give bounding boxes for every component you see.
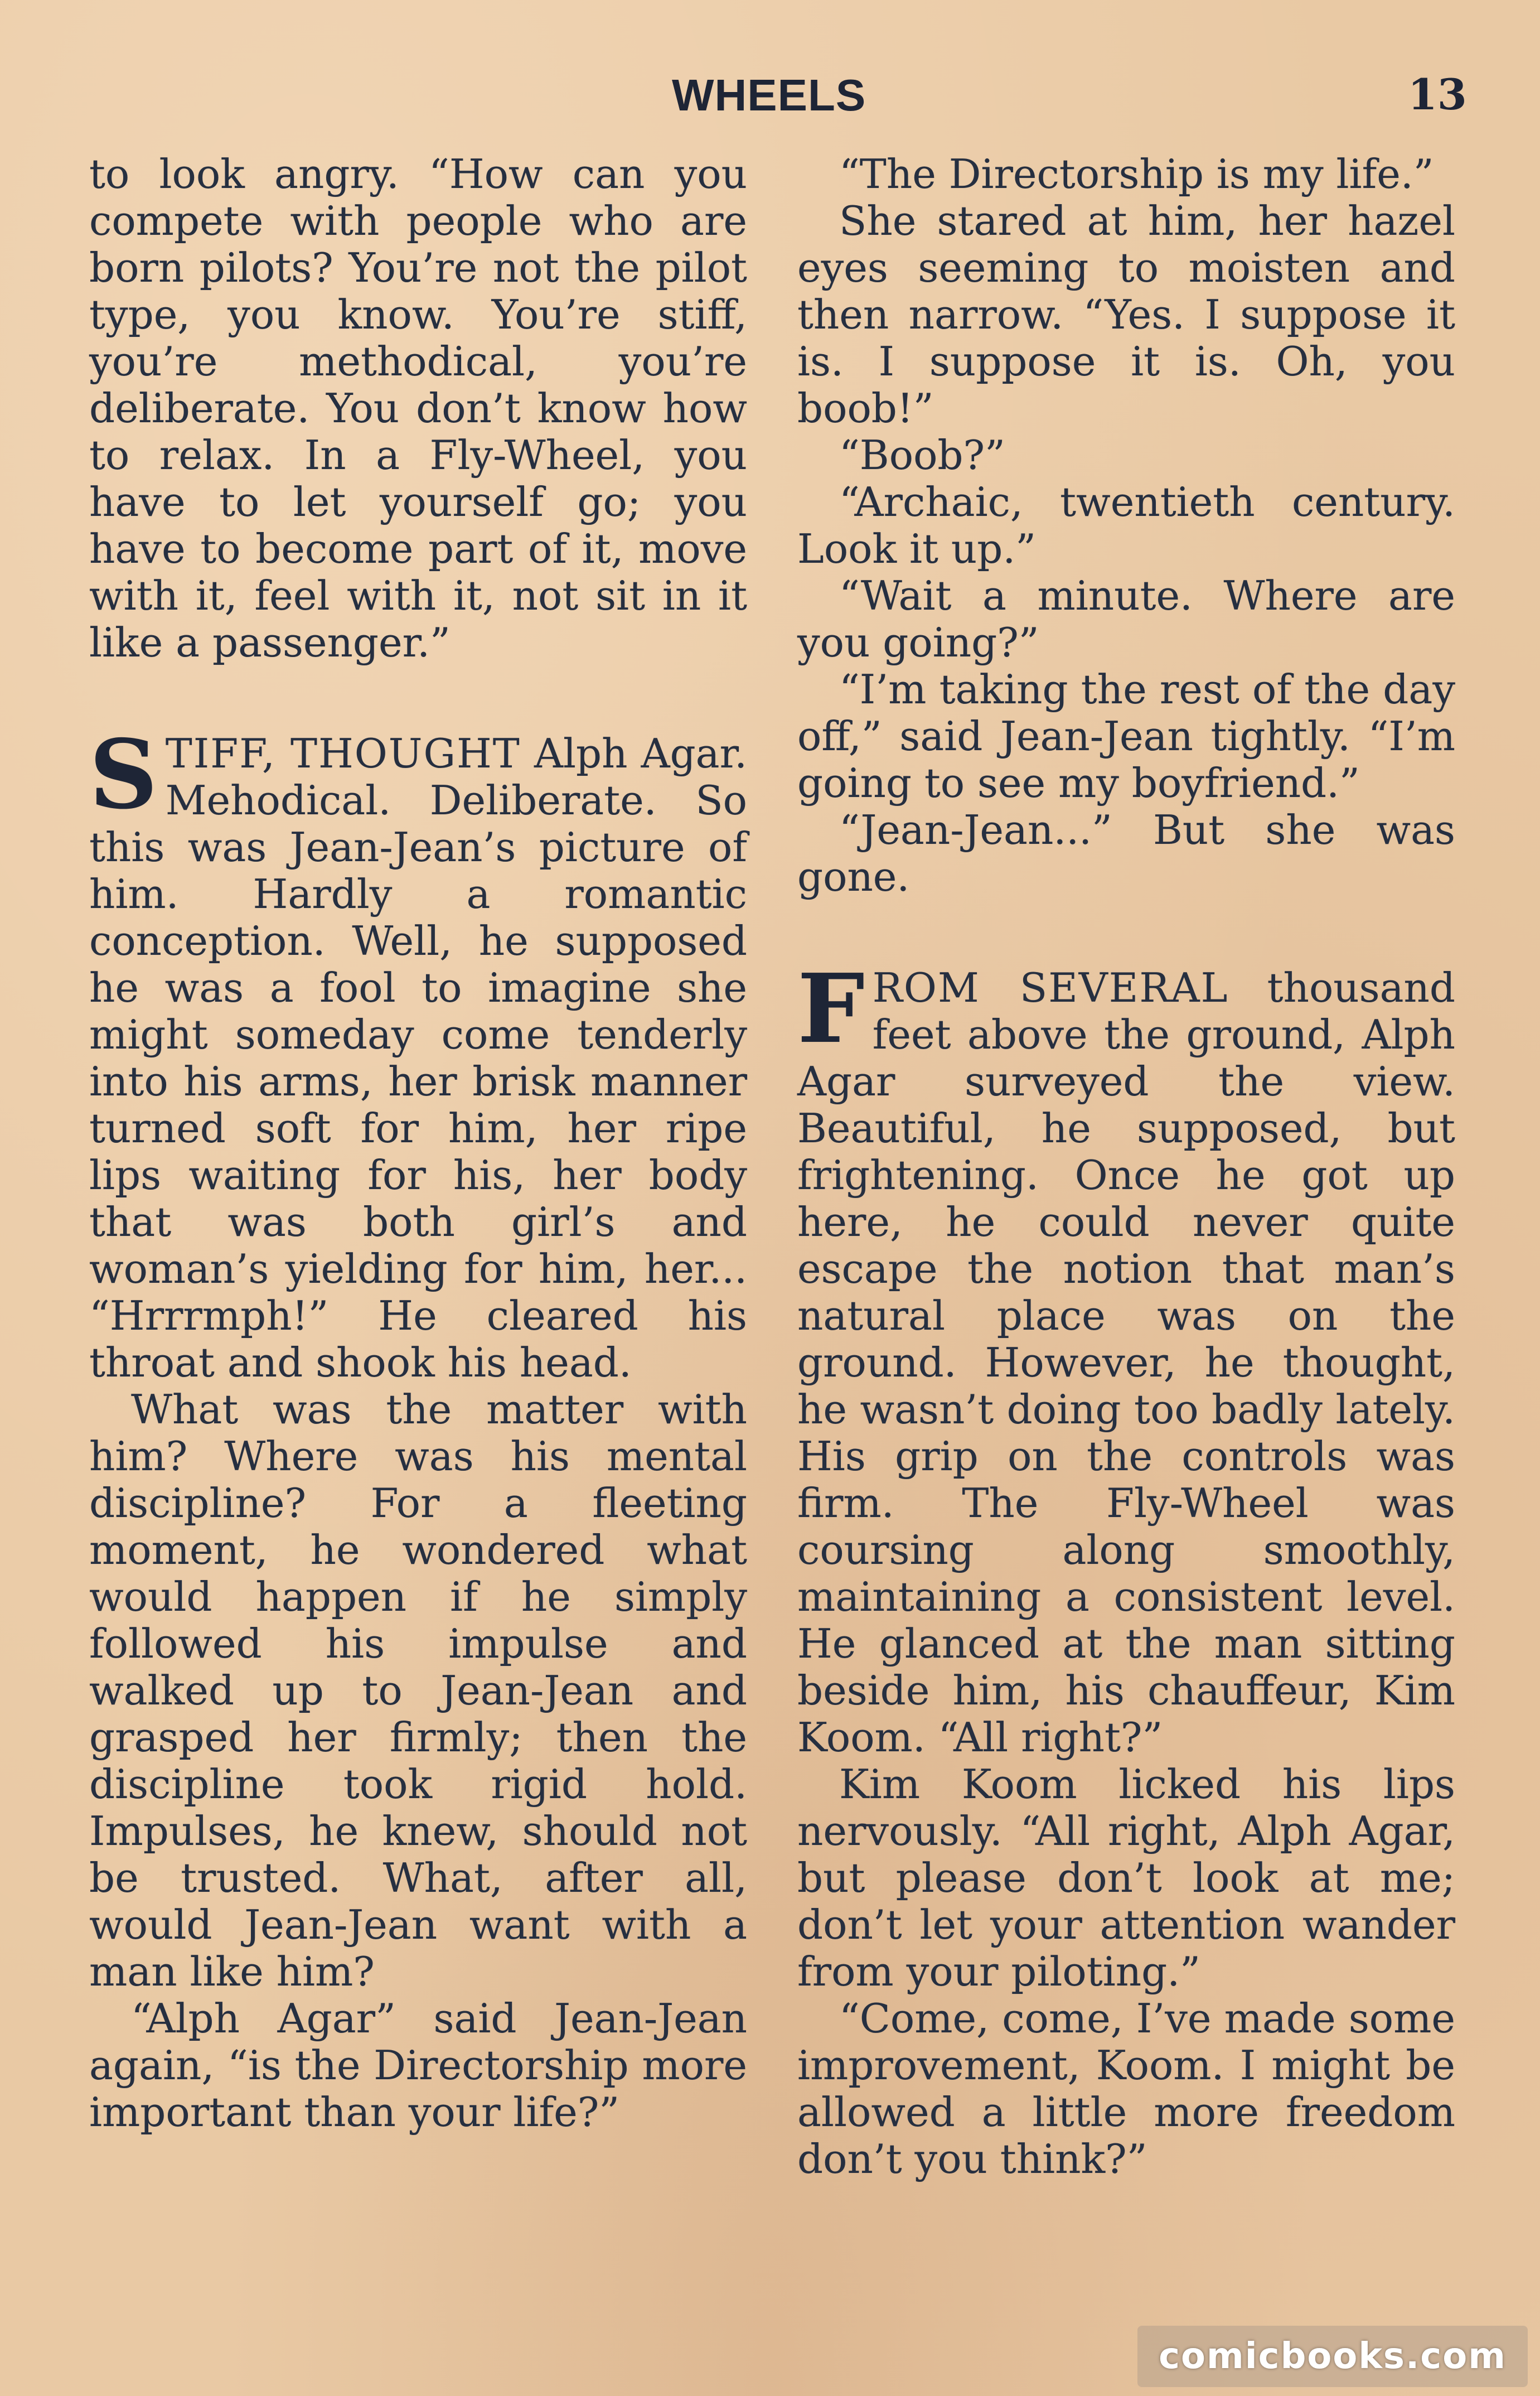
paragraph: “Archaic, twentieth century. Look it up.” [797,479,1455,572]
lead-in-tail: thousand [1267,964,1455,1011]
paragraph-text: feet above the ground, Alph Agar surveyed the view. Beautiful, he supposed, but frightening. Once he got up here, he could never quite escape the notion that man’s natural place was on the ground. However, he thought, he wasn’t doing too badly lately. His grip on the controls was firm. The Fly-Wheel was coursing along smoothly, maintaining a consistent level. He glanced at the man sitting beside him, his chauffeur, Kim Koom. “All right?” [797,1011,1455,1761]
drop-cap: F [797,953,865,1065]
paragraph: “Alph Agar” said Jean-Jean again, “is the Directorship more important than your life?” [89,1995,747,2136]
page-number: 13 [1408,70,1467,119]
watermark [1137,2326,1528,2387]
paragraph: She stared at him, her hazel eyes seeming to moisten and then narrow. “Yes. I suppose it is. I suppose it is. Oh, you boob!” [797,197,1455,432]
drop-cap: S [89,719,158,830]
lead-in-caps: ROM SEVERAL [872,964,1229,1011]
paragraph-section-start [89,719,747,1386]
lead-in-tail: Alph [534,730,628,777]
page-header [0,0,1540,128]
paragraph: Kim Koom licked his lips nervously. “All right, Alph Agar, but please don’t look at me; don’t let your attention wander from your piloting.” [797,1761,1455,1995]
paragraph: What was the matter with him? Where was his mental discipline? For a fleeting moment, he wondered what would happen if he simply followed his impulse and walked up to Jean-Jean and grasped her firmly; then the discipline took rigid hold. Impulses, he knew, should not be trusted. What, after all, would Jean-Jean want with a man like him? [89,1386,747,1995]
paragraph: to look angry. “How can you compete with people who are born pilots? You’re not the pilot type, you know. You’re stiff, you’re methodical, you’re deliberate. You don’t know how to relax. In a Fly-Wheel, you have to let yourself go; you have to become part of it, move with it, feel with it, not sit in it like a passenger.” [89,151,747,666]
watermark-text: comicbooks.com [1159,2336,1507,2377]
paragraph: “I’m taking the rest of the day off,” said Jean-Jean tightly. “I’m going to see my boyfriend.” [797,666,1455,806]
paragraph: “Boob?” [839,432,1005,479]
paragraph: “Wait a minute. Where are you going?” [797,572,1455,666]
right-column [797,151,1455,2182]
paragraph-text: Agar. Mehodical. Deliberate. So this was Jean-Jean’s picture of him. Hardly a romantic conception. Well, he supposed he was a fool to imagine she might someday come tenderly into his arms, her brisk manner turned soft for him, her ripe lips waiting for his, her body that was both girl’s and woman’s yielding for him, her... “Hrrrmph!” He cleared his throat and shook his head. [89,730,747,1386]
lead-in-caps: TIFF, THOUGHT [165,730,521,777]
left-column [89,151,747,2136]
paragraph: “Come, come, I’ve made some improvement, Koom. I might be allowed a little more freedom don’t you think?” [797,1995,1455,2182]
paragraph: “Jean-Jean...” But she was gone. [797,806,1455,900]
paragraph: “The Directorship is my life.” [839,151,1434,197]
running-title: WHEELS [672,70,866,120]
paragraph-section-start [797,953,1455,1761]
